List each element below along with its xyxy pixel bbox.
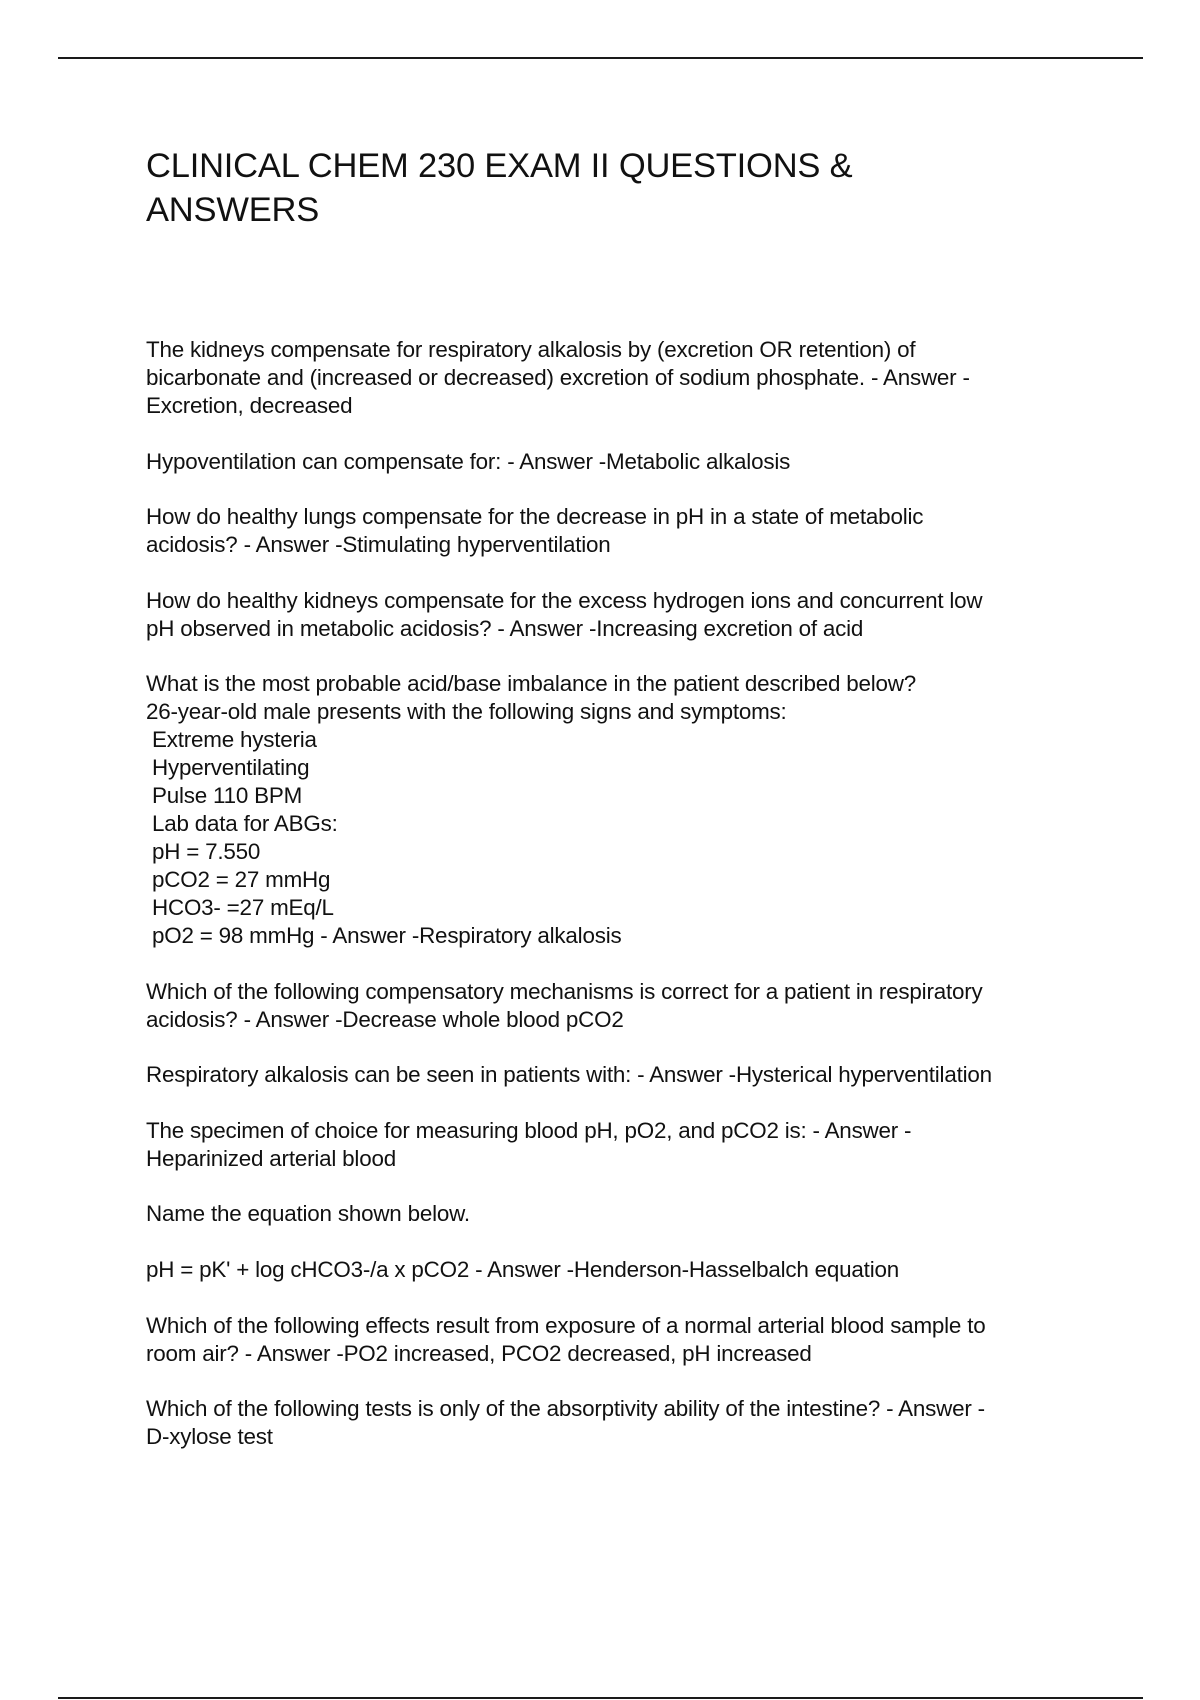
qa-indented-line: HCO3- =27 mEq/L xyxy=(152,895,334,920)
qa-line: acidosis? - Answer -Decrease whole blood pCO2 xyxy=(146,1006,624,1032)
qa-line: The kidneys compensate for respiratory alkalosis by (excretion OR retention) of xyxy=(146,337,916,362)
qa-item xyxy=(146,336,1106,420)
qa-line: pH = pK' + log cHCO3-/a x pCO2 - Answer -Henderson-Hasselbalch equation xyxy=(146,1257,899,1282)
qa-line: pH observed in metabolic acidosis? - Answer -Increasing excretion of acid xyxy=(146,615,864,641)
qa-item xyxy=(146,448,1106,476)
qa-line: Heparinized arterial blood xyxy=(146,1145,396,1171)
qa-line: 26-year-old male presents with the following signs and symptoms: xyxy=(146,699,787,724)
qa-indented-line: Lab data for ABGs: xyxy=(152,811,338,836)
qa-line: Which of the following compensatory mechanisms is correct for a patient in respiratory xyxy=(146,978,983,1004)
qa-line: Respiratory alkalosis can be seen in patients with: - Answer -Hysterical hyperventilation xyxy=(146,1062,992,1087)
qa-indented-line: Extreme hysteria xyxy=(152,727,317,752)
qa-line: Excretion, decreased xyxy=(146,393,353,418)
qa-line: Which of the following effects result from exposure of a normal arterial blood sample to xyxy=(146,1312,986,1338)
qa-line: Name the equation shown below. xyxy=(146,1201,470,1226)
title-line: ANSWERS xyxy=(146,191,320,229)
qa-line: bicarbonate and (increased or decreased) excretion of sodium phosphate. - Answer - xyxy=(146,365,970,390)
paragraph-gap xyxy=(146,1228,1106,1256)
top-rule xyxy=(58,57,1143,59)
qa-line: How do healthy lungs compensate for the decrease in pH in a state of metabolic xyxy=(146,504,924,529)
qa-item xyxy=(146,587,1106,643)
qa-indented-line: pO2 = 98 mmHg - Answer -Respiratory alkalosis xyxy=(152,923,622,948)
qa-indented-line: pCO2 = 27 mmHg xyxy=(152,867,331,892)
title-line: CLINICAL CHEM 230 EXAM II QUESTIONS & xyxy=(146,147,853,185)
qa-item xyxy=(146,1312,1106,1368)
qa-item xyxy=(146,670,1106,950)
qa-indented-line: Hyperventilating xyxy=(152,755,310,780)
document-title xyxy=(146,144,966,232)
qa-line: Which of the following tests is only of the absorptivity ability of the intestine? - Answer - xyxy=(146,1396,985,1421)
qa-line: The specimen of choice for measuring blood pH, pO2, and pCO2 is: - Answer - xyxy=(146,1117,912,1143)
qa-item xyxy=(146,503,1106,559)
qa-item xyxy=(146,978,1106,1034)
qa-indented-line: Pulse 110 BPM xyxy=(152,783,303,808)
qa-item xyxy=(146,1061,1106,1089)
qa-line: D-xylose test xyxy=(146,1424,273,1449)
bottom-rule xyxy=(58,1697,1143,1699)
qa-indented-line: pH = 7.550 xyxy=(152,839,261,864)
qa-line: Hypoventilation can compensate for: - Answer -Metabolic alkalosis xyxy=(146,448,791,474)
qa-item xyxy=(146,1117,1106,1173)
qa-item xyxy=(146,1395,1106,1451)
qa-line: acidosis? - Answer -Stimulating hyperventilation xyxy=(146,532,611,557)
qa-item xyxy=(146,1200,1106,1284)
qa-line: What is the most probable acid/base imbalance in the patient described below? xyxy=(146,671,916,696)
qa-line: How do healthy kidneys compensate for the excess hydrogen ions and concurrent low xyxy=(146,587,983,613)
qa-list xyxy=(146,336,1106,1479)
qa-line: room air? - Answer -PO2 increased, PCO2 decreased, pH increased xyxy=(146,1340,812,1366)
